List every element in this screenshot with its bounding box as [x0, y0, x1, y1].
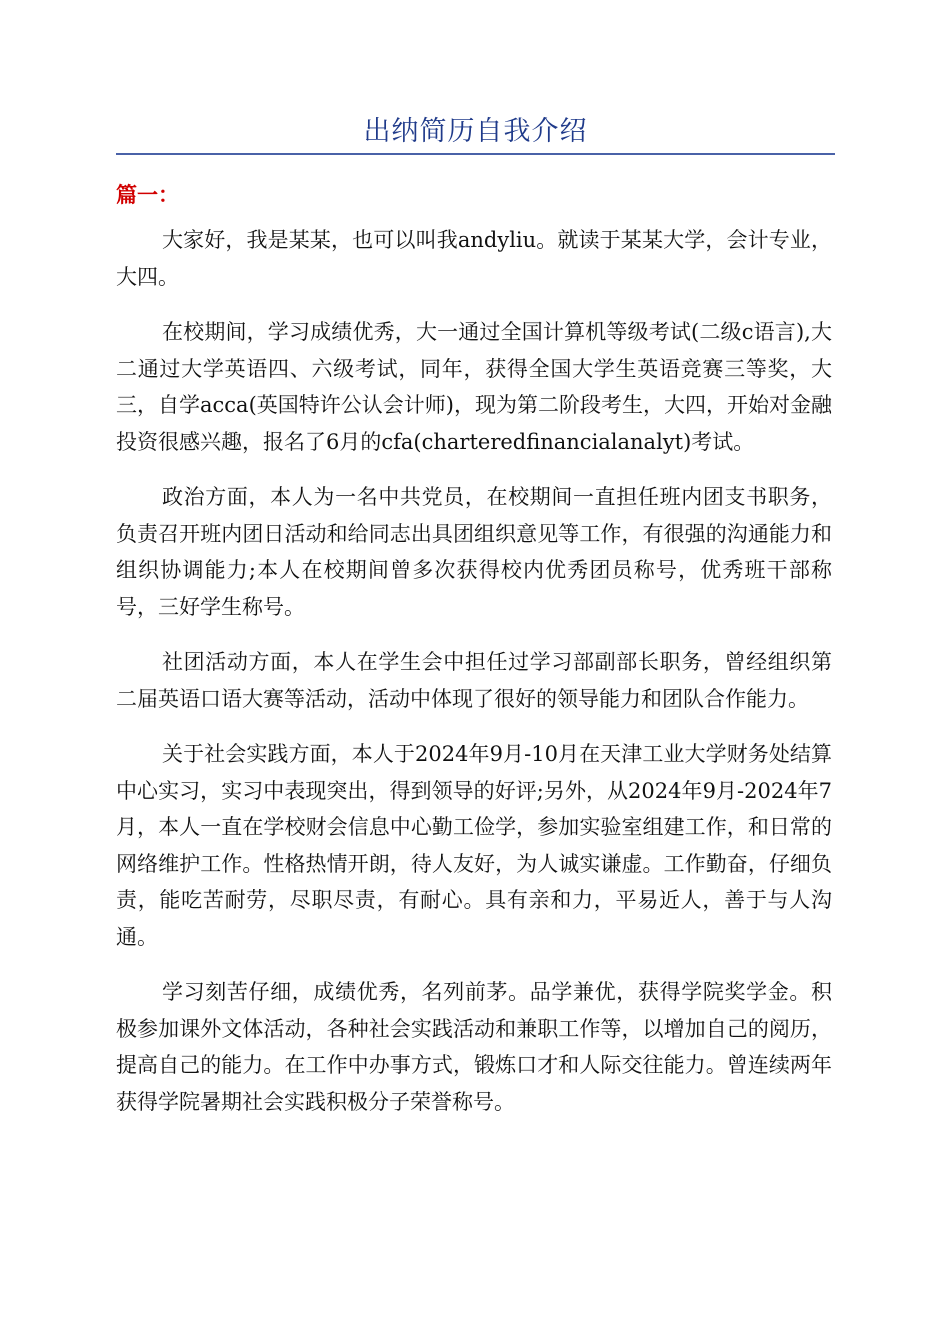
- document-title: 出纳简历自我介绍: [363, 116, 588, 147]
- paragraph-politics: 政治方面，本人为一名中共党员，在校期间一直担任班内团支书职务，负责召开班内团日活动和给同志出具团组织意见等工作，有很强的沟通能力和组织协调能力;本人在校期间曾多次获得校内优秀团员称号，优秀班干部称号，三好学生称号。: [116, 485, 832, 619]
- document-body: [116, 222, 832, 1139]
- paragraph-study: 在校期间，学习成绩优秀，大一通过全国计算机等级考试(二级c语言),大二通过大学英语四、六级考试，同年，获得全国大学生英语竞赛三等奖，大三，自学acca(英国特许公认会计师)，现为第二阶段考生，大四，开始对金融投资很感兴趣，报名了6月的cfa(charteredfinancialanalyt)考试。: [116, 320, 832, 454]
- title-underline: [116, 153, 835, 155]
- paragraph-intro: 大家好，我是某某，也可以叫我andyliu。就读于某某大学，会计专业，大四。: [116, 228, 832, 289]
- paragraph-clubs: 社团活动方面，本人在学生会中担任过学习部副部长职务，曾经组织第二届英语口语大赛等活动，活动中体现了很好的领导能力和团队合作能力。: [116, 650, 832, 711]
- paragraph-summary: 学习刻苦仔细，成绩优秀，名列前茅。品学兼优，获得学院奖学金。积极参加课外文体活动，各种社会实践活动和兼职工作等，以增加自己的阅历，提高自己的能力。在工作中办事方式，锻炼口才和人际交往能力。曾连续两年获得学院暑期社会实践积极分子荣誉称号。: [116, 980, 832, 1114]
- paragraph-practice: 关于社会实践方面，本人于2024年9月-10月在天津工业大学财务处结算中心实习，实习中表现突出，得到领导的好评;另外，从2024年9月-2024年7月，本人一直在学校财会信息中心勤工俭学，参加实验室组建工作，和日常的网络维护工作。性格热情开朗，待人友好，为人诚实谦虚。工作勤奋，仔细负责，能吃苦耐劳，尽职尽责，有耐心。具有亲和力，平易近人，善于与人沟通。: [116, 742, 832, 949]
- section-heading: 篇一：: [116, 183, 179, 207]
